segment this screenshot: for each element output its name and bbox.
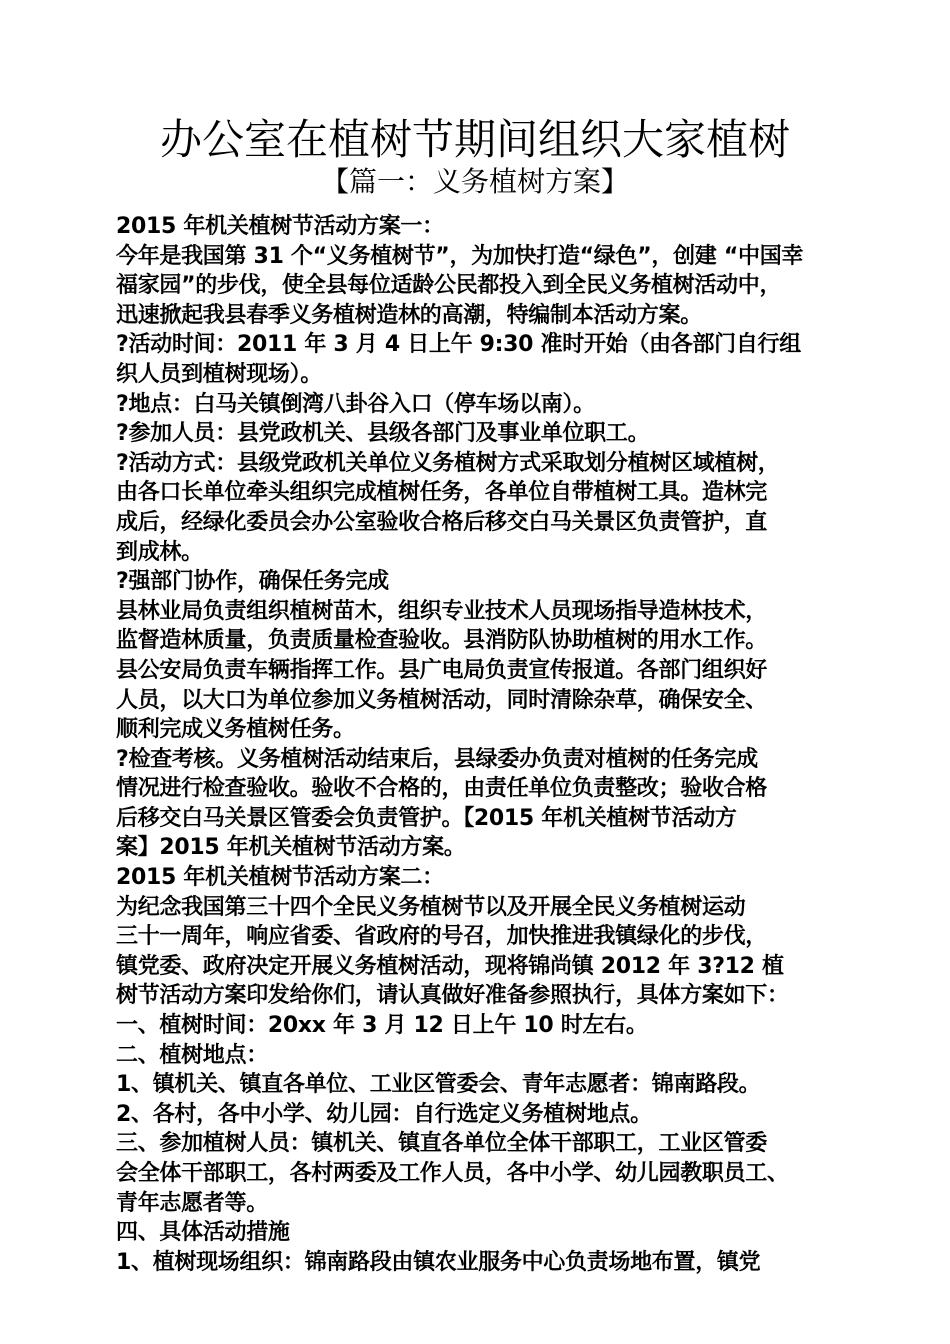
paragraph-line: 由各口长单位牵头组织完成植树任务，各单位自带植树工具。造林完 bbox=[116, 480, 768, 506]
paragraph-line: 织人员到植树现场）。 bbox=[116, 361, 323, 387]
paragraph-line: ?地点：白马关镇倒湾八卦谷入口（停车场以南）。 bbox=[116, 391, 595, 417]
paragraph-line: 青年志愿者等。 bbox=[116, 1190, 268, 1216]
paragraph-line: 2015 年机关植树节活动方案二： bbox=[116, 865, 444, 891]
paragraph-line: ?强部门协作，确保任务完成 bbox=[116, 569, 389, 595]
document-title: 办公室在植树节期间组织大家植树 bbox=[159, 115, 790, 164]
paragraph-line: 县公安局负责车辆指挥工作。县广电局负责宣传报道。各部门组织好 bbox=[116, 657, 768, 683]
document-subtitle: 【篇一：义务植树方案】 bbox=[320, 165, 629, 198]
paragraph-line: 四、具体活动措施 bbox=[116, 1220, 290, 1246]
document-body bbox=[116, 212, 846, 1277]
paragraph-line: 县林业局负责组织植树苗木，组织专业技术人员现场指导造林技术， bbox=[116, 598, 768, 624]
paragraph-line: 三十一周年，响应省委、省政府的号召，加快推进我镇绿化的步伐， bbox=[116, 924, 768, 950]
paragraph-line: 二、植树地点： bbox=[116, 1042, 268, 1068]
paragraph-line: 2、各村，各中小学、幼儿园：自行选定义务植树地点。 bbox=[116, 1101, 652, 1127]
paragraph-line: 树节活动方案印发给你们，请认真做好准备参照执行，具体方案如下： bbox=[116, 983, 789, 1009]
paragraph-line: 一、植树时间：20xx 年 3 月 12 日上午 10 时左右。 bbox=[116, 1013, 648, 1039]
paragraph-line: 到成林。 bbox=[116, 539, 203, 565]
paragraph-line: 迅速掀起我县春季义务植树造林的高潮，特编制本活动方案。 bbox=[116, 302, 702, 328]
paragraph-line: ?活动时间：2011 年 3 月 4 日上午 9:30 准时开始（由各部门自行组 bbox=[116, 332, 801, 358]
paragraph-line: 会全体干部职工，各村两委及工作人员，各中小学、幼儿园教职员工、 bbox=[116, 1161, 789, 1186]
paragraph-line: 为纪念我国第三十四个全民义务植树节以及开展全民义务植树运动 bbox=[116, 894, 746, 920]
paragraph-line: 2015 年机关植树节活动方案一： bbox=[116, 214, 444, 239]
paragraph-line: 后移交白马关景区管委会负责管护。【2015 年机关植树节活动方 bbox=[116, 805, 737, 831]
paragraph-line: ?检查考核。义务植树活动结束后，县绿委办负责对植树的任务完成 bbox=[116, 746, 758, 772]
paragraph-line: 三、参加植树人员：镇机关、镇直各单位全体干部职工，工业区管委 bbox=[116, 1131, 768, 1157]
paragraph-line: 案】2015 年机关植树节活动方案。 bbox=[116, 835, 466, 861]
paragraph-line: 镇党委、政府决定开展义务植树活动，现将锦尚镇 2012 年 3?12 植 bbox=[116, 953, 784, 979]
paragraph-line: ?参加人员：县党政机关、县级各部门及事业单位职工。 bbox=[116, 421, 650, 447]
paragraph-line: 情况进行检查验收。验收不合格的，由责任单位负责整改；验收合格 bbox=[116, 776, 768, 802]
paragraph-line: 顺利完成义务植树任务。 bbox=[116, 717, 355, 743]
paragraph-line: 1、植树现场组织：锦南路段由镇农业服务中心负责场地布置，镇党 bbox=[116, 1249, 761, 1275]
paragraph-line: 今年是我国第 31 个“义务植树节”，为加快打造“绿色”，创建 “中国幸 bbox=[116, 243, 804, 269]
paragraph-line: 人员，以大口为单位参加义务植树活动，同时清除杂草，确保安全、 bbox=[116, 687, 768, 713]
paragraph-line: 1、镇机关、镇直各单位、工业区管委会、青年志愿者：锦南路段。 bbox=[116, 1072, 761, 1098]
paragraph-line: 监督造林质量，负责质量检查验收。县消防队协助植树的用水工作。 bbox=[116, 628, 768, 654]
paragraph-line: 福家园”的步伐，使全县每位适龄公民都投入到全民义务植树活动中， bbox=[116, 273, 782, 299]
paragraph-line: ?活动方式：县级党政机关单位义务植树方式采取划分植树区域植树， bbox=[116, 450, 780, 476]
paragraph-line: 成后，经绿化委员会办公室验收合格后移交白马关景区负责管护，直 bbox=[116, 509, 768, 535]
